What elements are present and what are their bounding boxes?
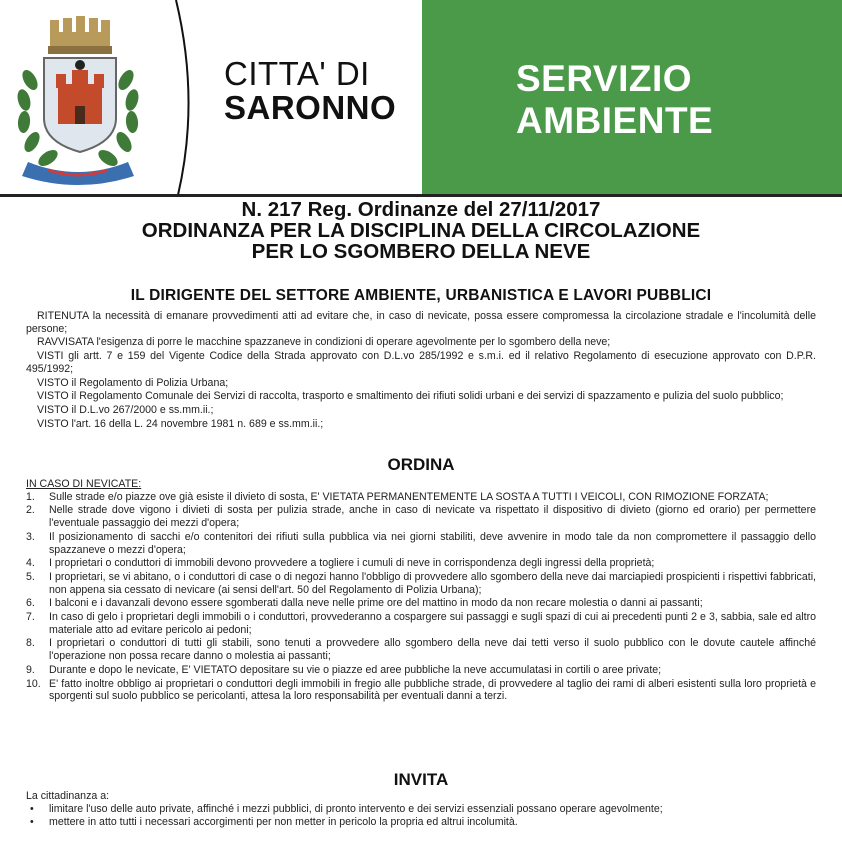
item-number: 10. [26,677,41,690]
item-text: Sulle strade e/o piazze ove già esiste il divieto di sosta, E' VIETATA PERMANENTEMENTE LA SOSTA A TUTTI I VEICOLI, CON RIMOZIONE FORZATA; [49,490,769,503]
list-item [26,664,816,677]
ordinance-title-line1: ORDINANZA PER LA DISCIPLINA DELLA CIRCOLAZIONE [141,219,701,242]
header [0,0,842,195]
ordinance-reg: N. 217 Reg. Ordinanze del 27/11/2017 [241,198,601,221]
bullet-icon: • [30,816,34,829]
list-item [26,637,816,662]
list-item [26,803,816,816]
preamble-paragraph: RAVVISATA l'esigenza di porre le macchine spazzaneve in condizioni di operare agevolmente per lo sgombero della neve; [37,336,611,349]
list-item [26,611,816,636]
list-item [26,597,816,610]
city-line2: SARONNO [224,89,397,126]
dirigente-heading: IL DIRIGENTE DEL SETTORE AMBIENTE, URBANISTICA E LAVORI PUBBLICI [130,287,712,304]
item-number: 7. [26,611,35,624]
invita-intro: La cittadinanza a: [26,790,110,802]
service-name [516,58,713,142]
bullet-icon: • [30,802,34,815]
item-text: Il posizionamento di sacchi e/o contenitori dei rifiuti sulla pubblica via nei giorni stabiliti, deve avvenire in modo tale da non compromettere il passaggio dello spazzaneve o mezzi d'opera; [49,530,816,556]
preamble-paragraph: VISTO il D.L.vo 267/2000 e ss.mm.ii.; [37,403,214,416]
ordina-intro: IN CASO DI NEVICATE: [26,478,142,490]
list-item [26,491,816,504]
preamble-paragraph: VISTI gli artt. 7 e 159 del Vigente Codice della Strada approvato con D.L.vo 285/1992 e s.m.i. ed il relativo Regolamento di esecuzione approvato con D.P.R. 495/1992; [26,350,816,375]
item-text: In caso di gelo i proprietari degli immobili o i conduttori, provvederanno a cospargere sui passaggi e sugli spazi di cui ai precedenti punti 2 e 3, sabbia, sale ed altro materiale atto ad evitare pericolo ai pedoni; [49,611,816,636]
item-text: I proprietari o conduttori di immobili devono provvedere a togliere i cumuli di neve in corrispondenza degli ingressi della proprietà; [49,557,655,570]
list-item [26,816,816,829]
preamble-paragraph: VISTO l'art. 16 della L. 24 novembre 1981 n. 689 e ss.mm.ii.; [37,417,324,430]
item-text: Durante e dopo le nevicate, E' VIETATO depositare su vie o piazze ed aree pubbliche la neve accumulatasi in cortili o aree private; [49,663,662,676]
ordina-heading: ORDINA [387,455,455,474]
list-item [26,504,816,529]
city-crest-icon [8,10,148,188]
list-item [26,678,816,703]
item-text: I proprietari o conduttori di tutti gli stabili, sono tenuti a provvedere allo sgombero della neve dai tetti verso il suolo pubblico con le dovute cautele affinché l'operazione non possa recare danno o molestia ai passanti; [49,637,816,663]
header-divider [0,194,842,197]
item-text: I proprietari, se vi abitano, o i conduttori di case o di negozi hanno l'obbligo di provvedere allo sgombero della neve dai marciapiedi prospicienti i rispettivi fabbricati, non appena sia cessato di nevicare (ai sensi dell'art. 50 del Regolamento di Polizia Urbana); [49,570,816,596]
preamble [26,310,816,431]
invita-list [26,790,816,830]
item-number: 2. [26,504,35,517]
ordina-list [26,478,816,704]
city-name [224,57,396,125]
ordina-items [26,491,816,703]
list-item [26,571,816,596]
item-number: 4. [26,557,35,570]
item-text: mettere in atto tutti i necessari accorgimenti per non metter in pericolo la propria ed altrui incolumità. [49,816,518,829]
invita-heading: INVITA [393,770,449,789]
item-number: 1. [26,490,35,503]
preamble-paragraph: VISTO il Regolamento Comunale dei Servizi di raccolta, trasporto e smaltimento dei rifiuti solidi urbani e dei servizi di spazzamento e pulizia del suolo pubblico; [37,390,784,403]
preamble-paragraph: RITENUTA la necessità di emanare provvedimenti atti ad evitare che, in caso di nevicate, possa essere compromessa la circolazione stradale e l'incolumità delle persone; [26,310,816,335]
divider-curve [170,0,210,195]
preamble-paragraph: VISTO il Regolamento di Polizia Urbana; [37,376,229,389]
service-line1: SERVIZIO [516,58,693,99]
city-line1: CITTA' DI [224,55,370,92]
item-text: limitare l'uso delle auto private, affinché i mezzi pubblici, di pronto intervento e dei servizi essenziali possano operare agevolmente; [49,802,663,815]
list-item [26,531,816,556]
ordinance-title [0,199,842,262]
item-text: E' fatto inoltre obbligo ai proprietari o conduttori degli immobili in fregio alle pubbliche strade, di provvedere al taglio dei rami di alberi esistenti sulla loro proprietà e sporgenti sul suolo pubblico se pericolanti, attesa la loro responsabilità per eventuali danni a terzi. [49,677,816,703]
list-item [26,557,816,570]
service-line2: AMBIENTE [516,100,714,141]
item-number: 8. [26,637,35,650]
item-number: 3. [26,530,35,543]
item-text: I balconi e i davanzali devono essere sgomberati dalla neve nelle prime ore del mattino in modo da non recare molestia o danni ai passanti; [49,597,703,610]
invita-items [26,803,816,829]
item-number: 5. [26,570,35,583]
item-number: 9. [26,663,35,676]
item-number: 6. [26,597,35,610]
item-text: Nelle strade dove vigono i divieti di sosta per pulizia strade, anche in caso di nevicate va rispettato il dispositivo di divieto (giorno ed orario) per permettere l'eventuale passaggio dei mezzi d'opera; [49,504,816,530]
ordinance-title-line2: PER LO SGOMBERO DELLA NEVE [251,240,591,263]
